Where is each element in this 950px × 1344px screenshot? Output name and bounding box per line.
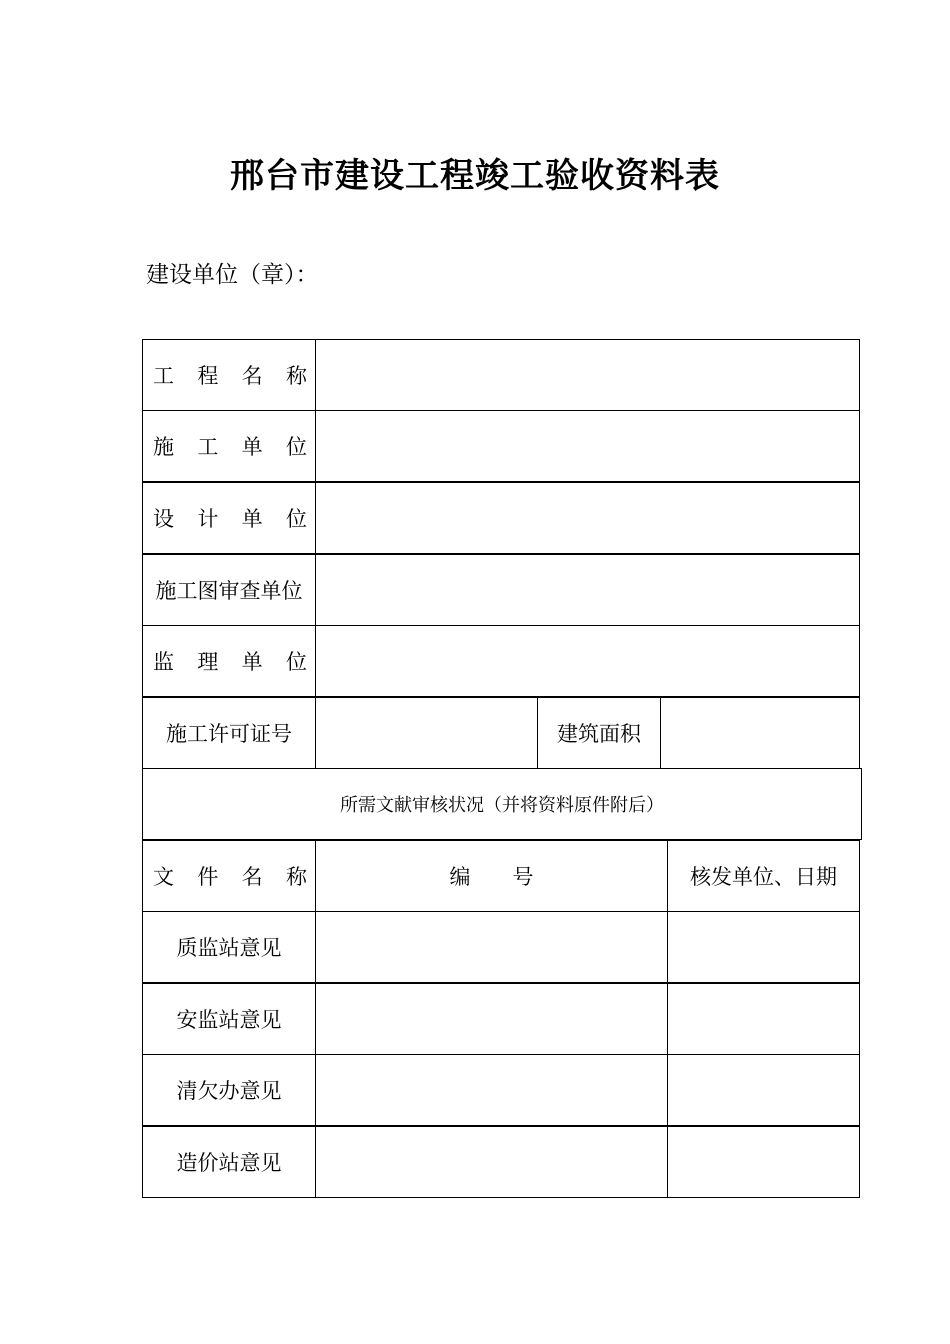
field-drawing-review[interactable]	[315, 554, 860, 626]
construction-unit-label: 建设单位（章）：	[146, 262, 319, 288]
label-supervisor: 监 理 单 位	[142, 625, 316, 697]
row-label-safety-station: 安监站意见	[142, 983, 316, 1055]
section-header: 所需文献审核状况（并将资料原件附后）	[142, 768, 862, 840]
row-label-cost-station: 造价站意见	[142, 1126, 316, 1198]
table-row	[142, 983, 860, 1055]
label-permit-number: 施工许可证号	[142, 697, 316, 769]
acceptance-form-table	[142, 339, 860, 1199]
row-permit-area	[142, 697, 860, 769]
row-designer	[142, 482, 860, 554]
row-label-arrears-office: 清欠办意见	[142, 1054, 316, 1126]
header-file-name: 文 件 名 称	[142, 840, 316, 912]
field-number[interactable]	[315, 911, 668, 983]
table-row	[142, 1054, 860, 1126]
table-row	[142, 911, 860, 983]
field-project-name[interactable]	[315, 339, 860, 411]
field-supervisor[interactable]	[315, 625, 860, 697]
row-section-header	[142, 768, 862, 840]
label-constructor: 施 工 单 位	[142, 410, 316, 482]
field-issuer-date[interactable]	[667, 911, 860, 983]
row-project-name	[142, 339, 860, 411]
label-building-area: 建筑面积	[537, 697, 661, 769]
label-designer: 设 计 单 位	[142, 482, 316, 554]
field-building-area[interactable]	[660, 697, 860, 769]
field-number[interactable]	[315, 1126, 668, 1198]
field-issuer-date[interactable]	[667, 983, 860, 1055]
document-title: 邢台市建设工程竣工验收资料表	[230, 156, 720, 196]
table-row	[142, 1126, 860, 1198]
label-drawing-review: 施工图审查单位	[142, 554, 316, 626]
field-number[interactable]	[315, 983, 668, 1055]
field-number[interactable]	[315, 1054, 668, 1126]
header-issuer-date: 核发单位、日期	[667, 840, 860, 912]
field-issuer-date[interactable]	[667, 1054, 860, 1126]
field-constructor[interactable]	[315, 410, 860, 482]
field-designer[interactable]	[315, 482, 860, 554]
label-project-name: 工 程 名 称	[142, 339, 316, 411]
row-label-quality-station: 质监站意见	[142, 911, 316, 983]
row-column-headers	[142, 840, 860, 912]
row-constructor	[142, 410, 860, 482]
row-drawing-review	[142, 554, 860, 626]
row-supervisor	[142, 625, 860, 697]
field-permit-number[interactable]	[315, 697, 538, 769]
header-number: 编 号	[315, 840, 668, 912]
field-issuer-date[interactable]	[667, 1126, 860, 1198]
